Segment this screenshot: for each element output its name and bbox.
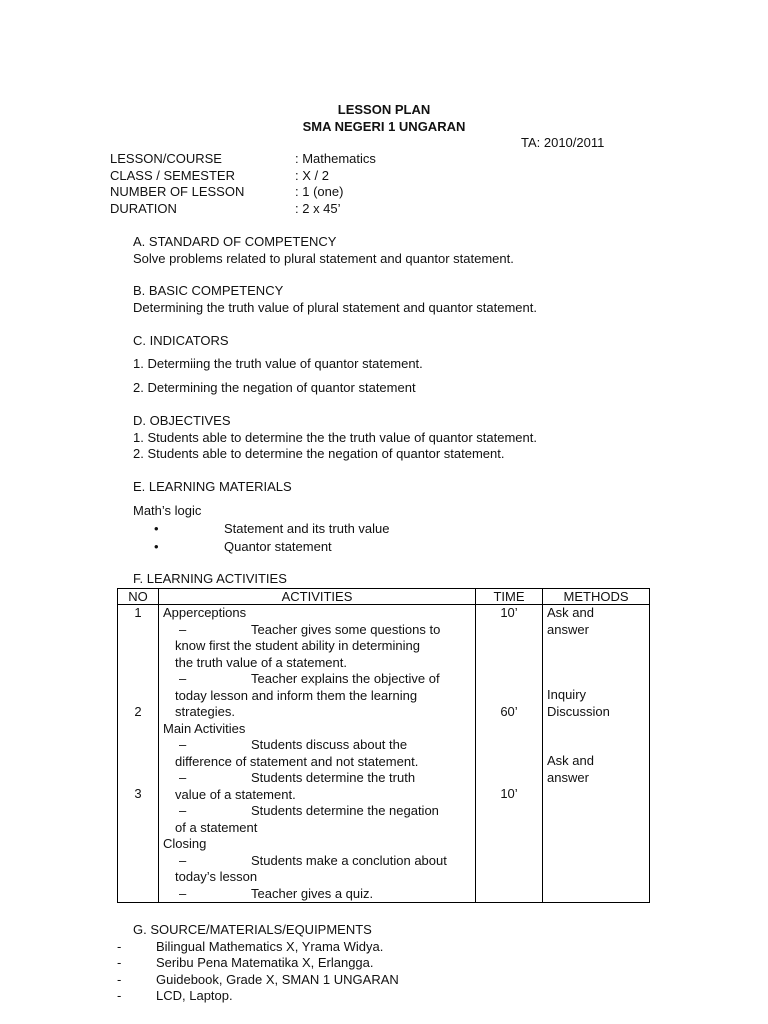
dash-icon: – [179,770,187,785]
activity-line: today lesson and inform them the learning [175,687,418,703]
row-method: answer [547,621,589,637]
row-time: 60’ [500,703,518,719]
dash-icon: – [179,737,187,752]
info-value: : Mathematics [295,151,376,166]
info-label: NUMBER OF LESSON [110,184,245,199]
materials-item-text: Statement and its truth value [224,521,390,536]
materials-item [154,539,332,555]
row-method: Discussion [547,703,610,719]
dash-icon: - [117,955,122,970]
row-method: answer [547,769,589,785]
activity-line: of a statement [175,819,258,835]
materials-item [154,521,389,537]
activity-line: know first the student ability in determining [175,638,420,653]
header-time: TIME [476,589,543,605]
methods-cell [543,605,650,903]
header-activities: ACTIVITIES [159,589,476,605]
section-g-title: G. SOURCE/MATERIALS/EQUIPMENTS [133,922,372,937]
activities-cell [159,605,476,903]
dash-icon: - [117,939,122,954]
header-methods: METHODS [543,589,650,605]
activity-heading: Main Activities [163,720,246,736]
row-time: 10’ [500,786,518,801]
materials-item-text: Quantor statement [224,539,332,554]
bullet-icon: • [154,521,159,536]
source-item: - Seribu Pena Matematika X, Erlangga. [117,955,374,970]
section-c-title: C. INDICATORS [133,333,229,348]
document-title: LESSON PLAN [337,102,431,117]
row-method: Ask and [547,753,594,768]
section-e-title: E. LEARNING MATERIALS [133,479,292,494]
table-row [118,605,650,903]
activity-line: difference of statement and not statement. [175,753,419,769]
no-cell [118,605,159,903]
indicator-item: 2. Determining the negation of quantor statement [133,380,416,395]
activities-table [117,588,650,903]
activity-line: strategies. [175,704,235,719]
activity-line: – Students determine the negation [179,803,439,818]
dash-icon: - [117,972,122,987]
activity-heading: Apperceptions [163,605,247,620]
row-number: 3 [134,786,142,801]
row-method: Inquiry [547,687,587,702]
section-f-title: F. LEARNING ACTIVITIES [133,571,287,586]
activity-line: – Teacher explains the objective of [179,671,440,686]
activity-line: – Students make a conclution about [179,852,447,868]
activity-line: today’s lesson [175,869,258,884]
table-header-row [118,589,650,605]
row-method: Ask and [547,605,594,620]
dash-icon: – [179,803,187,818]
source-item: - Bilingual Mathematics X, Yrama Widya. [117,939,384,954]
info-label: CLASS / SEMESTER [110,168,235,183]
materials-intro: Math’s logic [133,503,202,518]
time-cell [476,605,543,903]
section-b-title: B. BASIC COMPETENCY [133,283,284,298]
dash-icon: – [179,885,187,901]
dash-icon: – [179,621,187,637]
section-a-title: A. STANDARD OF COMPETENCY [133,234,337,249]
activity-line: – Students discuss about the [179,737,408,752]
dash-icon: - [117,988,122,1003]
bullet-icon: • [154,539,159,554]
objective-item: 2. Students able to determine the negation of quantor statement. [133,446,505,461]
activity-line: the truth value of a statement. [175,654,347,670]
info-label: LESSON/COURSE [110,151,222,166]
info-label: DURATION [110,201,177,216]
section-d-title: D. OBJECTIVES [133,413,231,428]
info-value: : 2 x 45’ [295,201,341,216]
source-item: - Guidebook, Grade X, SMAN 1 UNGARAN [117,972,399,987]
activity-line: – Teacher gives a quiz. [179,885,374,901]
activity-heading: Closing [163,836,207,851]
row-number: 2 [134,703,142,719]
section-a-text: Solve problems related to plural statement and quantor statement. [133,251,514,266]
header-no: NO [118,589,159,605]
activity-line: value of a statement. [175,786,296,802]
school-name: SMA NEGERI 1 UNGARAN [302,119,466,134]
activity-line: – Teacher gives some questions to [179,621,441,637]
info-value: : 1 (one) [295,184,344,199]
activity-line: – Students determine the truth [179,770,416,785]
dash-icon: – [179,671,187,686]
indicator-item: 1. Determiing the truth value of quantor statement. [133,356,423,371]
row-number: 1 [134,605,142,620]
row-time: 10’ [500,605,518,620]
dash-icon: – [179,852,187,868]
info-value: : X / 2 [295,168,329,183]
source-item: - LCD, Laptop. [117,988,233,1003]
section-b-text: Determining the truth value of plural statement and quantor statement. [133,300,537,315]
academic-year: TA: 2010/2011 [521,135,605,150]
objective-item: 1. Students able to determine the the truth value of quantor statement. [133,430,537,445]
